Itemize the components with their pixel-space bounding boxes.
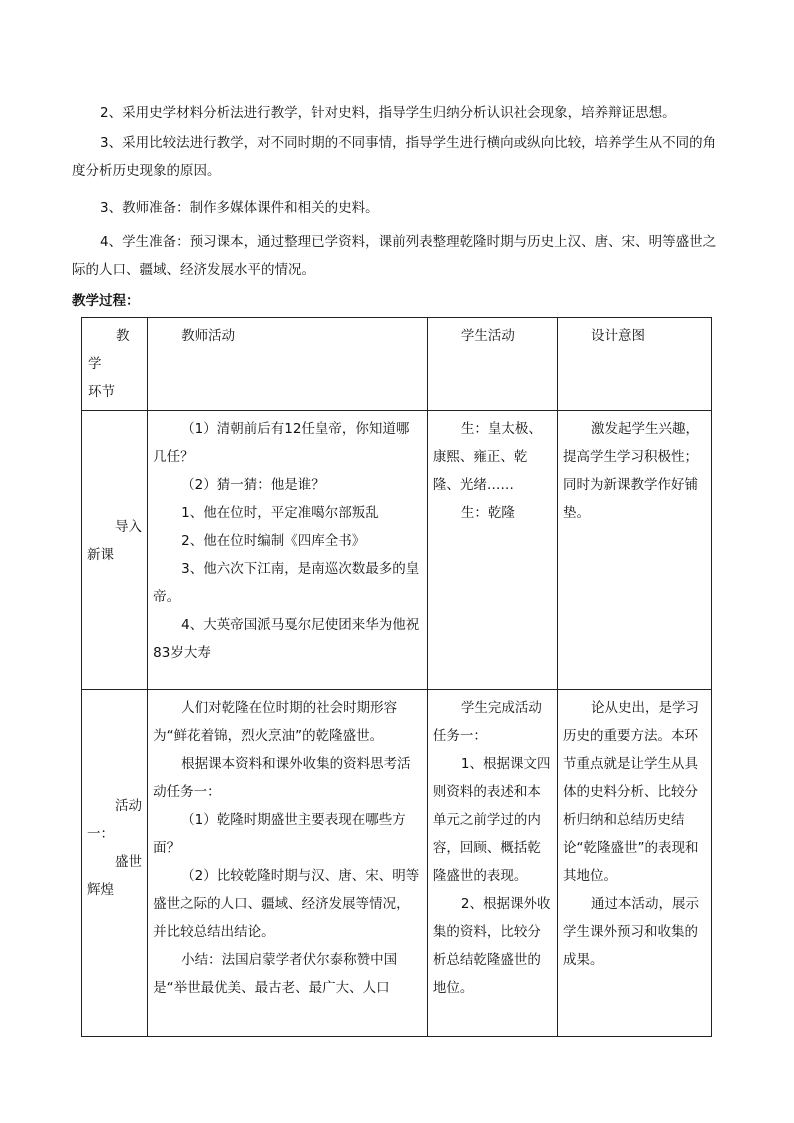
intro-paragraph-3: 3、教师准备：制作多媒体课件和相关的史料。 [100,200,379,216]
table-row [82,411,712,690]
student-line: 1、根据课文四则资料的表述和本单元之前学过的内容，回顾、概括乾隆盛世的表现。 [432,756,551,884]
header-student: 学生活动 [427,318,557,411]
header-teacher: 教师活动 [148,318,428,411]
student-cell [427,411,557,690]
stage-line1: 导入 [115,519,142,535]
student-line: 生：皇太极、康熙、雍正、乾隆、光绪…… [432,421,542,493]
stage-cell [82,690,148,1037]
header-stage-line2: 环节 [88,384,115,400]
table-row [82,690,712,1037]
teacher-line: 2、他在位时编制《四库全书》 [181,533,366,549]
stage-line2: 新课 [87,547,114,563]
student-line: 学生完成活动任务一： [432,700,542,744]
header-stage [82,318,148,411]
header-stage-line1: 教学 [88,328,130,372]
teacher-line: 小结：法国启蒙学者伏尔泰称赞中国是“举世最优美、最古老、最广大、人口 [153,952,398,996]
header-intent: 设计意图 [558,318,712,411]
stage-cell [82,411,148,690]
teacher-line: 人们对乾隆在位时期的社会时期形容为“鲜花着锦，烈火烹油”的乾隆盛世。 [153,700,398,744]
student-line: 生：乾隆 [460,505,515,521]
intent-cell [558,411,712,690]
teacher-line: （1）乾隆时期盛世主要表现在哪些方面？ [153,812,406,856]
intro-paragraph-1: 2、采用史学材料分析法进行教学，针对史料，指导学生归纳分析认识社会现象，培养辩证思想。 [100,105,676,121]
lesson-plan-table [81,317,712,1037]
teacher-cell [148,690,428,1037]
teacher-line: （2）猜一猜：他是谁？ [181,477,325,493]
teacher-line: 1、他在位时，平定准噶尔部叛乱 [181,505,379,521]
intent-line: 通过本活动，展示学生课外预习和收集的成果。 [563,896,699,968]
section-title: 教学过程： [72,293,140,309]
stage-line1: 活动一： [87,798,142,842]
teacher-line: 4、大英帝国派马戛尔尼使团来华为他祝83岁大寿 [153,617,420,661]
intro-paragraph-4: 4、学生准备：预习课本，通过整理已学资料，课前列表整理乾隆时期与历史上汉、唐、宋、明等盛世之际的人口、疆域、经济发展水平的情况。 [72,234,717,278]
intent-line: 论从史出，是学习历史的重要方法。本环节重点就是让学生从具体的史料分析、比较分析归纳和总结历史结论“乾隆盛世”的表现和其地位。 [563,700,699,884]
student-line: 2、根据课外收集的资料，比较分析总结乾隆盛世的地位。 [432,896,551,996]
teacher-line: 3、他六次下江南，是南巡次数最多的皇帝。 [153,561,420,605]
teacher-line: （1）清朝前后有12任皇帝，你知道哪几任？ [153,421,410,465]
intro-paragraph-2: 3、采用比较法进行教学，对不同时期的不同事情，指导学生进行横向或纵向比较，培养学生从不同的角度分析历史现象的原因。 [72,135,717,179]
teacher-line: 根据课本资料和课外收集的资料思考活动任务一： [153,756,411,800]
teacher-line: （2）比较乾隆时期与汉、唐、宋、明等盛世之际的人口、疆域、经济发展等情况，并比较总结出结论。 [153,868,420,940]
stage-line2: 盛世辉煌 [87,854,142,898]
student-cell [427,690,557,1037]
table-header-row [82,318,712,411]
intent-cell [558,690,712,1037]
intent-line: 激发起学生兴趣，提高学生学习积极性；同时为新课教学作好铺垫。 [563,421,699,521]
teacher-cell [148,411,428,690]
